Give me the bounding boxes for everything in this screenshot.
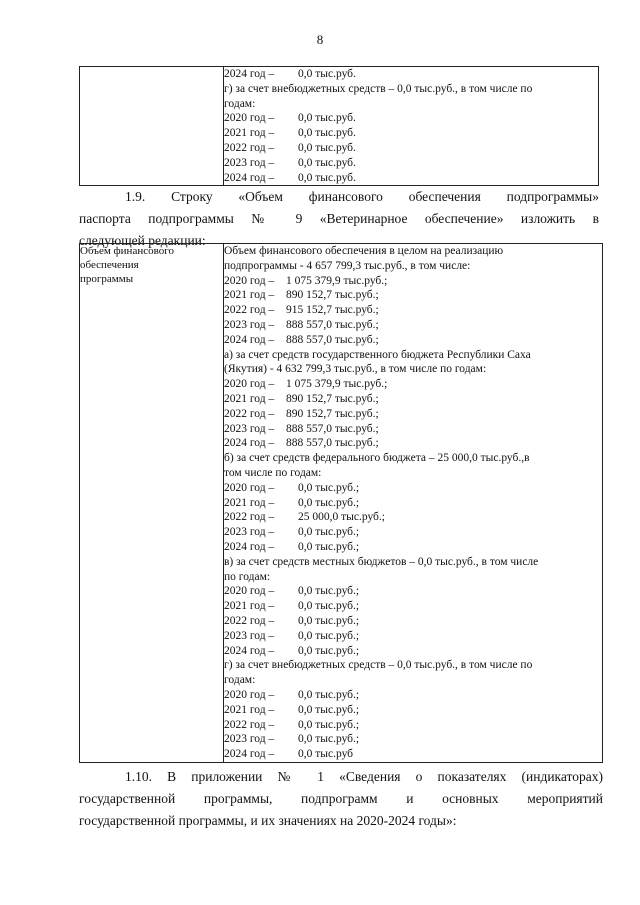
year-line: 2024 год – 0,0 тыс.руб. (224, 68, 356, 80)
year-line: 2021 год – 0,0 тыс.руб.; (224, 600, 360, 613)
year-line: 2022 год – 0,0 тыс.руб.; (224, 614, 360, 627)
year-line: 2021 год – 890 152,7 тыс.руб.; (224, 289, 379, 302)
section-v-heading: в) за счет средств местных бюджетов – 0,0 тыс.руб., в том числе (224, 555, 539, 568)
paragraph-1-10 (79, 766, 603, 832)
label-line: Объем финансового (80, 245, 174, 257)
section-g-heading: г) за счет внебюджетных средств – 0,0 тыс.руб., в том числе по (224, 659, 533, 672)
continuation-label-cell (80, 67, 224, 186)
year-line: 2022 год – 0,0 тыс.руб.; (224, 718, 360, 731)
paragraph-line: паспорта подпрограммы № 9 «Ветеринарное обеспечение» изложить в (79, 211, 599, 226)
financing-table (79, 243, 603, 763)
year-line: 2024 год – 0,0 тыс.руб. (224, 171, 356, 184)
year-line: 2023 год – 0,0 тыс.руб.; (224, 733, 360, 746)
paragraph-line: 1.10. В приложении № 1 «Сведения о показателях (индикаторах) (125, 769, 603, 784)
continuation-content-cell (224, 67, 599, 186)
year-line: 2023 год – 888 557,0 тыс.руб.; (224, 318, 379, 331)
paragraph-line: 1.9. Строку «Объем финансового обеспечения подпрограммы» (125, 189, 599, 204)
year-line: 2020 год – 0,0 тыс.руб.; (224, 481, 360, 494)
paragraph-line: государственной программы, и их значениях на 2020-2024 годы»: (79, 813, 457, 828)
year-line: 2020 год – 1 075 379,9 тыс.руб.; (224, 274, 388, 287)
year-line: 2022 год – 25 000,0 тыс.руб.; (224, 511, 385, 524)
year-line: 2022 год – 890 152,7 тыс.руб.; (224, 407, 379, 420)
year-line: 2023 год – 0,0 тыс.руб. (224, 156, 356, 169)
year-line: 2020 год – 0,0 тыс.руб. (224, 112, 356, 125)
label-line: программы (80, 273, 134, 285)
financing-label-cell (80, 244, 224, 763)
section-a-heading-cont: (Якутия) - 4 632 799,3 тыс.руб., в том числе по годам: (224, 363, 487, 376)
year-line: 2024 год – 888 557,0 тыс.руб.; (224, 333, 379, 346)
year-line: 2024 год – 0,0 тыс.руб (224, 748, 354, 761)
section-heading: г) за счет внебюджетных средств – 0,0 тыс.руб., в том числе по (224, 82, 533, 95)
year-line: 2022 год – 0,0 тыс.руб. (224, 141, 356, 154)
year-line: 2022 год – 915 152,7 тыс.руб.; (224, 304, 379, 317)
label-line: обеспечения (80, 259, 139, 271)
total-heading-cont: подпрограммы - 4 657 799,3 тыс.руб., в том числе: (224, 259, 471, 272)
year-line: 2023 год – 888 557,0 тыс.руб.; (224, 422, 379, 435)
section-v-heading-cont: по годам: (224, 570, 271, 583)
year-line: 2021 год – 890 152,7 тыс.руб.; (224, 392, 379, 405)
year-line: 2020 год – 0,0 тыс.руб.; (224, 585, 360, 598)
year-line: 2024 год – 888 557,0 тыс.руб.; (224, 437, 379, 450)
section-b-heading-cont: том числе по годам: (224, 466, 322, 479)
year-line: 2020 год – 1 075 379,9 тыс.руб.; (224, 378, 388, 391)
page-number: 8 (316, 32, 324, 47)
year-line: 2021 год – 0,0 тыс.руб. (224, 127, 356, 140)
total-heading: Объем финансового обеспечения в целом на реализацию (224, 245, 504, 257)
year-line: 2024 год – 0,0 тыс.руб.; (224, 644, 360, 657)
year-line: 2023 год – 0,0 тыс.руб.; (224, 629, 360, 642)
continuation-table (79, 66, 599, 186)
financing-content-cell (224, 244, 603, 763)
paragraph-line: следующей редакции: (79, 233, 206, 248)
section-g-heading-cont: годам: (224, 674, 256, 687)
section-a-heading: а) за счет средств государственного бюджета Республики Саха (224, 348, 531, 361)
year-line: 2021 год – 0,0 тыс.руб.; (224, 703, 360, 716)
paragraph-line: государственной программы, подпрограмм и основных мероприятий (79, 791, 603, 806)
section-b-heading: б) за счет средств федерального бюджета – 25 000,0 тыс.руб.,в (224, 452, 530, 465)
year-line: 2023 год – 0,0 тыс.руб.; (224, 526, 360, 539)
year-line: 2021 год – 0,0 тыс.руб.; (224, 496, 360, 509)
year-line: 2020 год – 0,0 тыс.руб.; (224, 688, 360, 701)
section-heading-cont: годам: (224, 97, 256, 110)
year-line: 2024 год – 0,0 тыс.руб.; (224, 540, 360, 553)
